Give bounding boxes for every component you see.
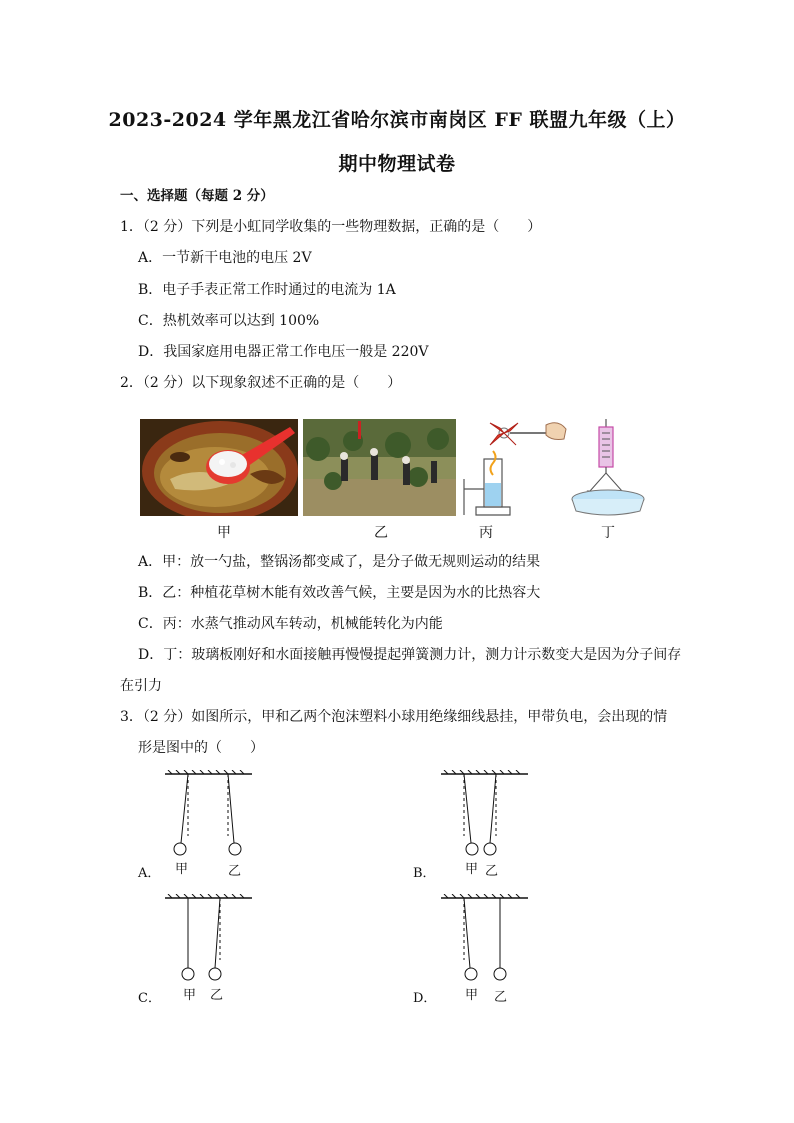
q2-option-c: C．丙：水蒸气推动风车转动，机械能转化为内能 [138, 616, 443, 632]
q3-diagram-b [436, 770, 536, 860]
caption-yi: 乙 [374, 525, 388, 541]
q1-option-d: D．我国家庭用电器正常工作电压一般是 220V [138, 344, 429, 360]
q1-option-b: B．电子手表正常工作时通过的电流为 1A [138, 282, 396, 298]
q3-stem-line-1: 3．（2 分）如图所示，甲和乙两个泡沫塑料小球用绝缘细线悬挂，甲带负电，会出现的情 [120, 709, 668, 725]
q3-diagram-a [160, 770, 260, 860]
q3-c-yi: 乙 [210, 988, 224, 1003]
q1-stem: 1．（2 分）下列是小虹同学收集的一些物理数据，正确的是（ ） [120, 219, 542, 235]
q1-option-c: C．热机效率可以达到 100% [138, 313, 320, 329]
q3-a-label: A． [138, 866, 161, 881]
q2-option-d: D．丁：玻璃板刚好和水面接触再慢慢提起弹簧测力计，测力计示数变大是因为分子间存 [138, 647, 682, 663]
caption-jia: 甲 [217, 525, 231, 541]
title-line-2: 期中物理试卷 [338, 153, 456, 175]
photo-salt-soup [140, 419, 298, 516]
q3-b-label: B． [413, 866, 436, 881]
q3-c-jia: 甲 [183, 988, 197, 1003]
q3-a-yi: 乙 [228, 864, 242, 879]
q3-c-label: C． [138, 991, 161, 1006]
q3-d-yi: 乙 [494, 990, 508, 1005]
q3-d-label: D． [413, 991, 437, 1006]
q2-option-a: A．甲：放一勺盐，整锅汤都变咸了，是分子做无规则运动的结果 [138, 554, 541, 570]
caption-bing: 丙 [479, 525, 493, 541]
section-heading: 一、选择题（每题 2 分） [120, 188, 274, 204]
q3-diagram-d [436, 894, 536, 984]
q2-stem: 2．（2 分）以下现象叙述不正确的是（ ） [120, 375, 402, 391]
q2-option-d-continued: 在引力 [120, 678, 162, 694]
q3-stem-line-2: 形是图中的（ ） [138, 740, 264, 756]
diagram-steam-pinwheel [460, 419, 572, 516]
title-line-1: 2023-2024 学年黑龙江省哈尔滨市南岗区 FF 联盟九年级（上） [108, 109, 686, 131]
q3-a-jia: 甲 [175, 862, 189, 877]
q1-option-a: A．一节新干电池的电压 2V [138, 250, 312, 266]
q3-b-yi: 乙 [485, 864, 499, 879]
diagram-spring-scale [568, 419, 650, 516]
caption-ding: 丁 [601, 525, 615, 541]
photo-tree-planting [303, 419, 456, 516]
q3-b-jia: 甲 [465, 862, 479, 877]
q3-diagram-c [160, 894, 260, 984]
q3-d-jia: 甲 [465, 988, 479, 1003]
q2-option-b: B．乙：种植花草树木能有效改善气候，主要是因为水的比热容大 [138, 585, 541, 601]
